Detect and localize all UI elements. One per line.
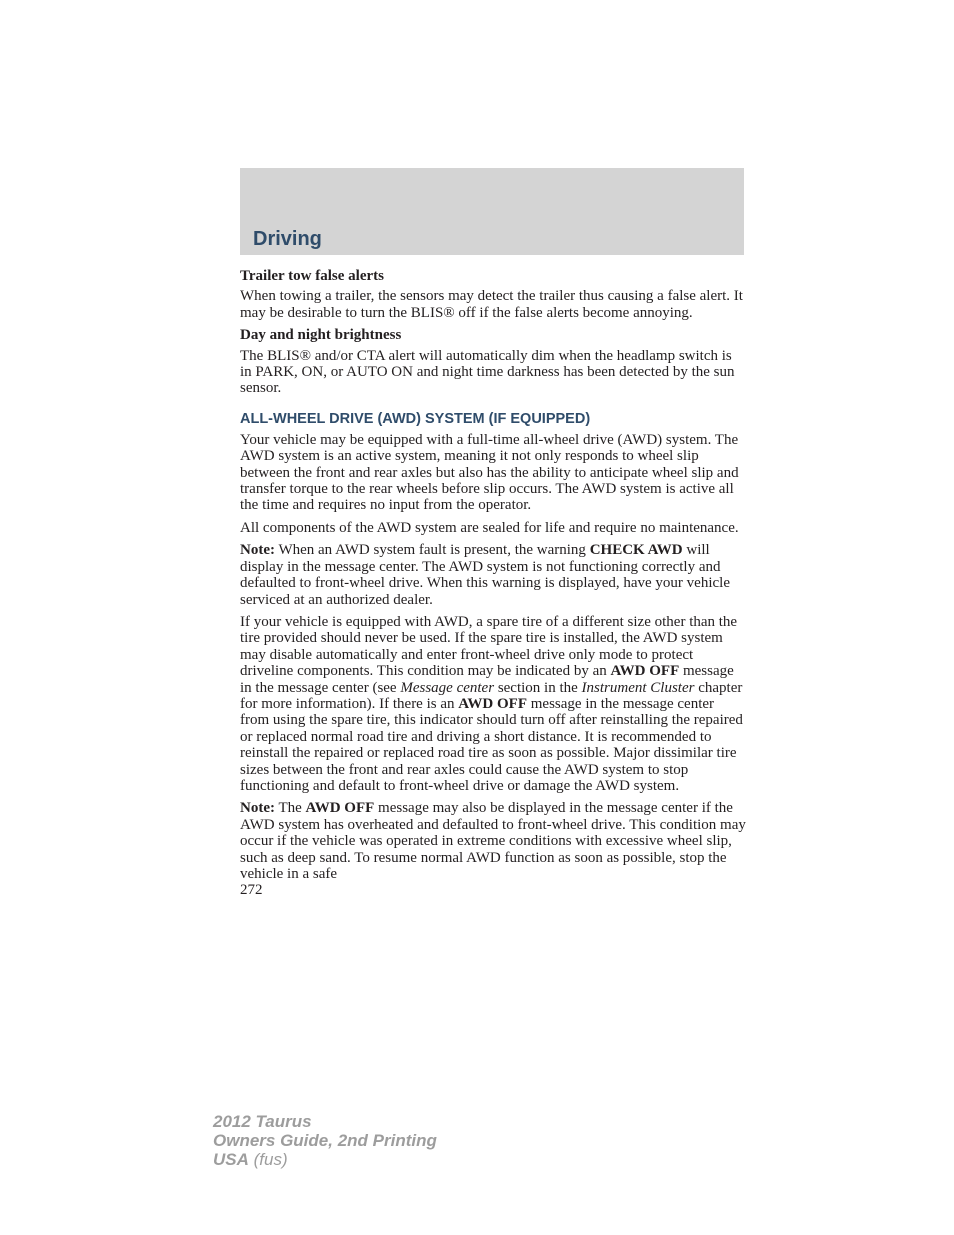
brightness-paragraph: The BLIS® and/or CTA alert will automatically dim when the headlamp switch is in PARK, ON, or AUTO ON and night time darkness has been detected by the sun sensor. xyxy=(240,347,735,397)
awd-spare-tire-paragraph xyxy=(240,614,746,794)
awd-fault-note xyxy=(240,542,746,608)
paragraph-text: If your vehicle is equipped with AWD, a spare tire of a different size other than the tire provided should never be used. If the spare tire is installed, the AWD system may disable automatically and enter front-wheel drive only mode to protect driveline components. This condition may be indicated by an xyxy=(240,613,738,680)
trailer-alerts-heading: Trailer tow false alerts xyxy=(240,268,384,284)
page-number: 272 xyxy=(240,882,263,899)
paragraph-text: section in the xyxy=(494,679,582,696)
footer-region xyxy=(213,1150,437,1169)
note-text: will display in the message center. The AWD system is not functioning correctly and defaulted to front-wheel drive. When this warning is displayed, have your vehicle serviced at an authorized dealer. xyxy=(240,542,730,608)
note-text: The xyxy=(274,800,306,817)
section-header-band xyxy=(240,168,744,255)
instrument-cluster-reference: Instrument Cluster xyxy=(581,679,695,696)
document-footer xyxy=(213,1112,437,1169)
awd-off-message: AWD OFF xyxy=(305,800,375,817)
footer-model: 2012 Taurus xyxy=(213,1112,312,1131)
message-center-reference: Message center xyxy=(400,679,495,696)
note-text: message may also be displayed in the message center if the AWD system has overheated and defaulted to front-wheel drive. This condition may occur if the vehicle was operated in extreme conditions with excessive wheel slip, such as deep sand. To resume normal AWD function as soon as possible, stop the vehicle in a safe xyxy=(240,800,746,882)
note-text: When an AWD system fault is present, the warning xyxy=(274,542,590,559)
note-label: Note: xyxy=(240,542,275,559)
paragraph-text: chapter for more information). If there is an xyxy=(240,679,743,712)
note-label: Note: xyxy=(240,800,275,817)
footer-country: USA xyxy=(213,1150,249,1169)
check-awd-message: CHECK AWD xyxy=(589,542,683,559)
trailer-alerts-paragraph: When towing a trailer, the sensors may detect the trailer thus causing a false alert. It may be desirable to turn the BLIS® off if the false alerts become annoying. xyxy=(240,288,743,321)
brightness-heading: Day and night brightness xyxy=(240,327,402,344)
awd-section-heading: ALL-WHEEL DRIVE (AWD) SYSTEM (IF EQUIPPED) xyxy=(240,410,591,427)
section-title: Driving xyxy=(253,228,322,250)
awd-overheat-note xyxy=(240,800,746,882)
awd-off-message: AWD OFF xyxy=(458,695,528,712)
footer-code: (fus) xyxy=(248,1150,288,1169)
awd-intro-paragraph: Your vehicle may be equipped with a full-time all-wheel drive (AWD) system. The AWD system is an active system, meaning it not only responds to wheel slip between the front and rear axles but also has the ability to anticipate wheel slip and transfer torque to the rear wheels before slip occurs. The AWD system is active all the time and requires no input from the operator. xyxy=(240,431,739,514)
paragraph-text: message in the message center from using the spare tire, this indicator should turn off after reinstalling the repaired or replaced normal road tire and driving a short distance. It is recommended to reinstall the repaired or replaced road tire as soon as possible. Major dissimilar tire sizes between the front and rear axles could cause the AWD system to stop functioning and default to front-wheel drive or damage the AWD system. xyxy=(240,695,743,794)
page-content xyxy=(240,268,746,899)
awd-maintenance-paragraph: All components of the AWD system are sealed for life and require no maintenance. xyxy=(240,519,739,536)
footer-edition: Owners Guide, 2nd Printing xyxy=(213,1131,437,1150)
awd-off-message: AWD OFF xyxy=(610,663,680,680)
paragraph-text: message in the message center (see xyxy=(240,663,734,696)
